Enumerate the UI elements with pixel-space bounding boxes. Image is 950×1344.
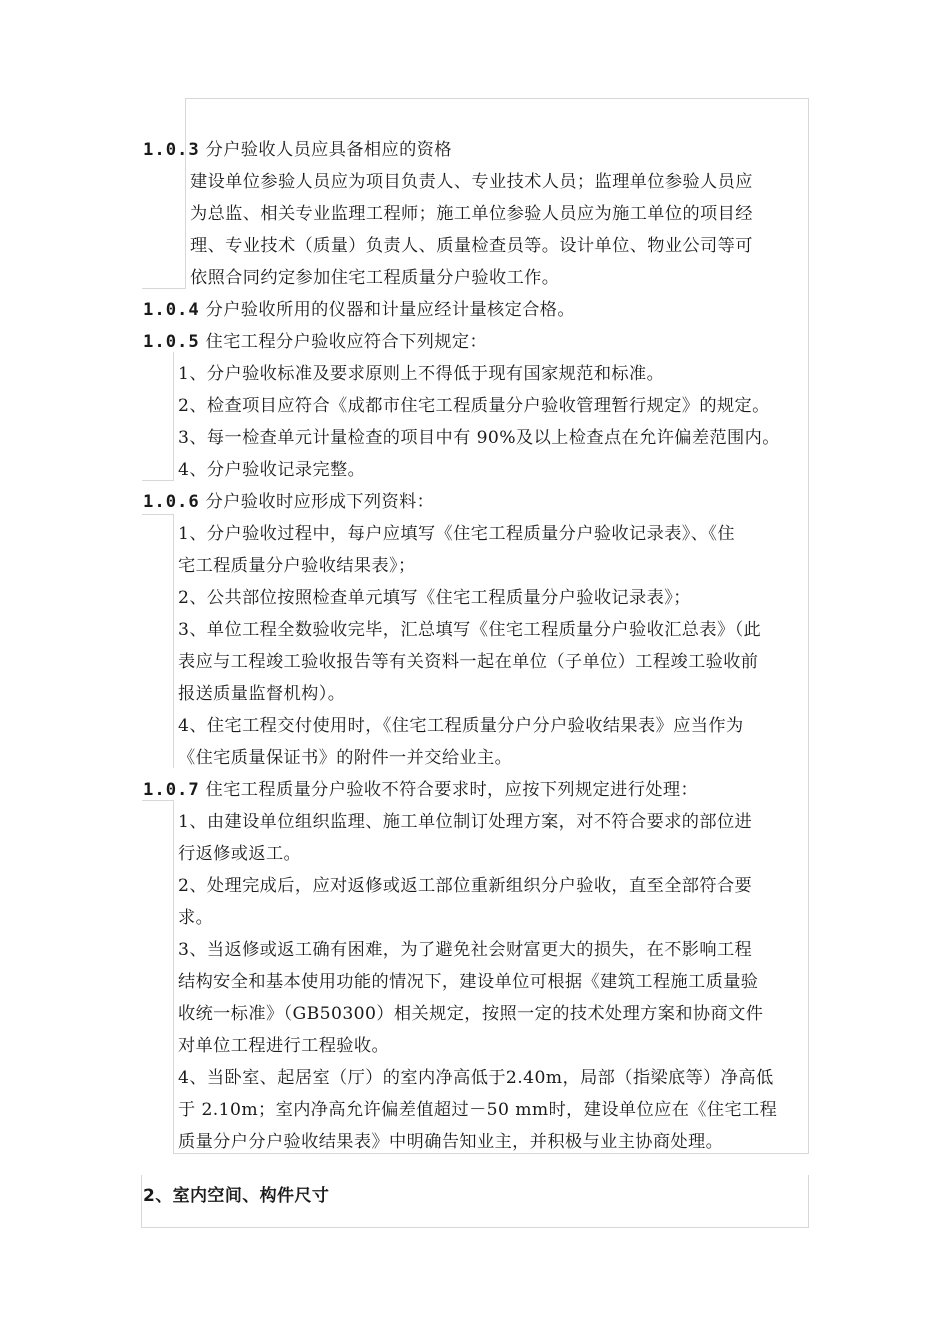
list-item: 于 2.10m；室内净高允许偏差值超过－50 mm时，建设单位应在《住宅工程 [178,1100,778,1120]
clause-title: 分户验收时应形成下列资料： [205,492,435,512]
list-item: 质量分户分户验收结果表》中明确告知业主，并积极与业主协商处理。 [178,1132,724,1152]
clause-title: 分户验收人员应具备相应的资格 [205,140,452,160]
clause-number: 1.0.3 [143,140,200,160]
table-border [185,98,808,99]
table-border [185,98,186,288]
table-border [173,800,174,1153]
paragraph-line: 依照合同约定参加住宅工程质量分户验收工作。 [190,268,560,288]
table-border [142,288,186,289]
list-item: 宅工程质量分户验收结果表》； [178,556,416,576]
list-item: 1、分户验收标准及要求原则上不得低于现有国家规范和标准。 [178,364,665,384]
clause-1-0-4 [143,299,575,321]
list-item: 3、单位工程全数验收完毕，汇总填写《住宅工程质量分户验收汇总表》（此 [178,620,762,640]
clause-title: 住宅工程质量分户验收不符合要求时，应按下列规定进行处理： [205,780,699,800]
clause-1-0-6 [143,491,434,513]
clause-number: 1.0.5 [143,332,200,352]
list-item: 1、由建设单位组织监理、施工单位制订处理方案，对不符合要求的部位进 [178,812,753,832]
clause-title: 分户验收所用的仪器和计量应经计量核定合格。 [205,300,575,320]
list-item: 报送质量监督机构）。 [178,684,346,704]
list-item: 表应与工程竣工验收报告等有关资料一起在单位（子单位）工程竣工验收前 [178,652,759,672]
table-border [173,352,174,480]
section-heading: 2、室内空间、构件尺寸 [143,1186,330,1206]
table-border [142,514,174,515]
list-item: 行返修或返工。 [178,844,302,864]
paragraph-line: 理、专业技术（质量）负责人、质量检查员等。设计单位、物业公司等可 [190,236,753,256]
list-item: 4、分户验收记录完整。 [178,460,366,480]
clause-number: 1.0.4 [143,300,200,320]
list-item: 2、公共部位按照检查单元填写《住宅工程质量分户验收记录表》； [178,588,691,608]
list-item: 2、处理完成后，应对返修或返工部位重新组织分户验收，直至全部符合要 [178,876,753,896]
clause-1-0-5 [143,331,487,353]
list-item: 3、每一检查单元计量检查的项目中有 90%及以上检查点在允许偏差范围内。 [178,428,780,448]
clause-1-0-3 [143,139,452,161]
list-item: 收统一标准》（GB50300）相关规定，按照一定的技术处理方案和协商文件 [178,1004,764,1024]
table-border [808,1175,809,1227]
table-border [141,1227,809,1228]
list-item: 4、当卧室、起居室（厅）的室内净高低于2.40m，局部（指梁底等）净高低 [178,1068,774,1088]
list-item: 1、分户验收过程中，每户应填写《住宅工程质量分户验收记录表》、《住 [178,524,735,544]
table-border [141,1175,142,1227]
list-item: 3、当返修或返工确有困难，为了避免社会财富更大的损失，在不影响工程 [178,940,753,960]
paragraph-line: 为总监、相关专业监理工程师；施工单位参验人员应为施工单位的项目经 [190,204,753,224]
table-border [173,514,174,768]
paragraph-line: 建设单位参验人员应为项目负责人、专业技术人员；监理单位参验人员应 [190,172,753,192]
table-border [142,480,174,481]
list-item: 《住宅质量保证书》的附件一并交给业主。 [178,748,513,768]
clause-title: 住宅工程分户验收应符合下列规定： [205,332,488,352]
table-border [808,98,809,1153]
clause-1-0-7 [143,779,698,801]
list-item: 2、检查项目应符合《成都市住宅工程质量分户验收管理暂行规定》的规定。 [178,396,770,416]
table-border [173,1153,809,1154]
list-item: 结构安全和基本使用功能的情况下，建设单位可根据《建筑工程施工质量验 [178,972,759,992]
list-item: 4、住宅工程交付使用时，《住宅工程质量分户分户验收结果表》应当作为 [178,716,744,736]
list-item: 求。 [178,908,214,928]
list-item: 对单位工程进行工程验收。 [178,1036,390,1056]
clause-number: 1.0.6 [143,492,200,512]
clause-number: 1.0.7 [143,780,200,800]
